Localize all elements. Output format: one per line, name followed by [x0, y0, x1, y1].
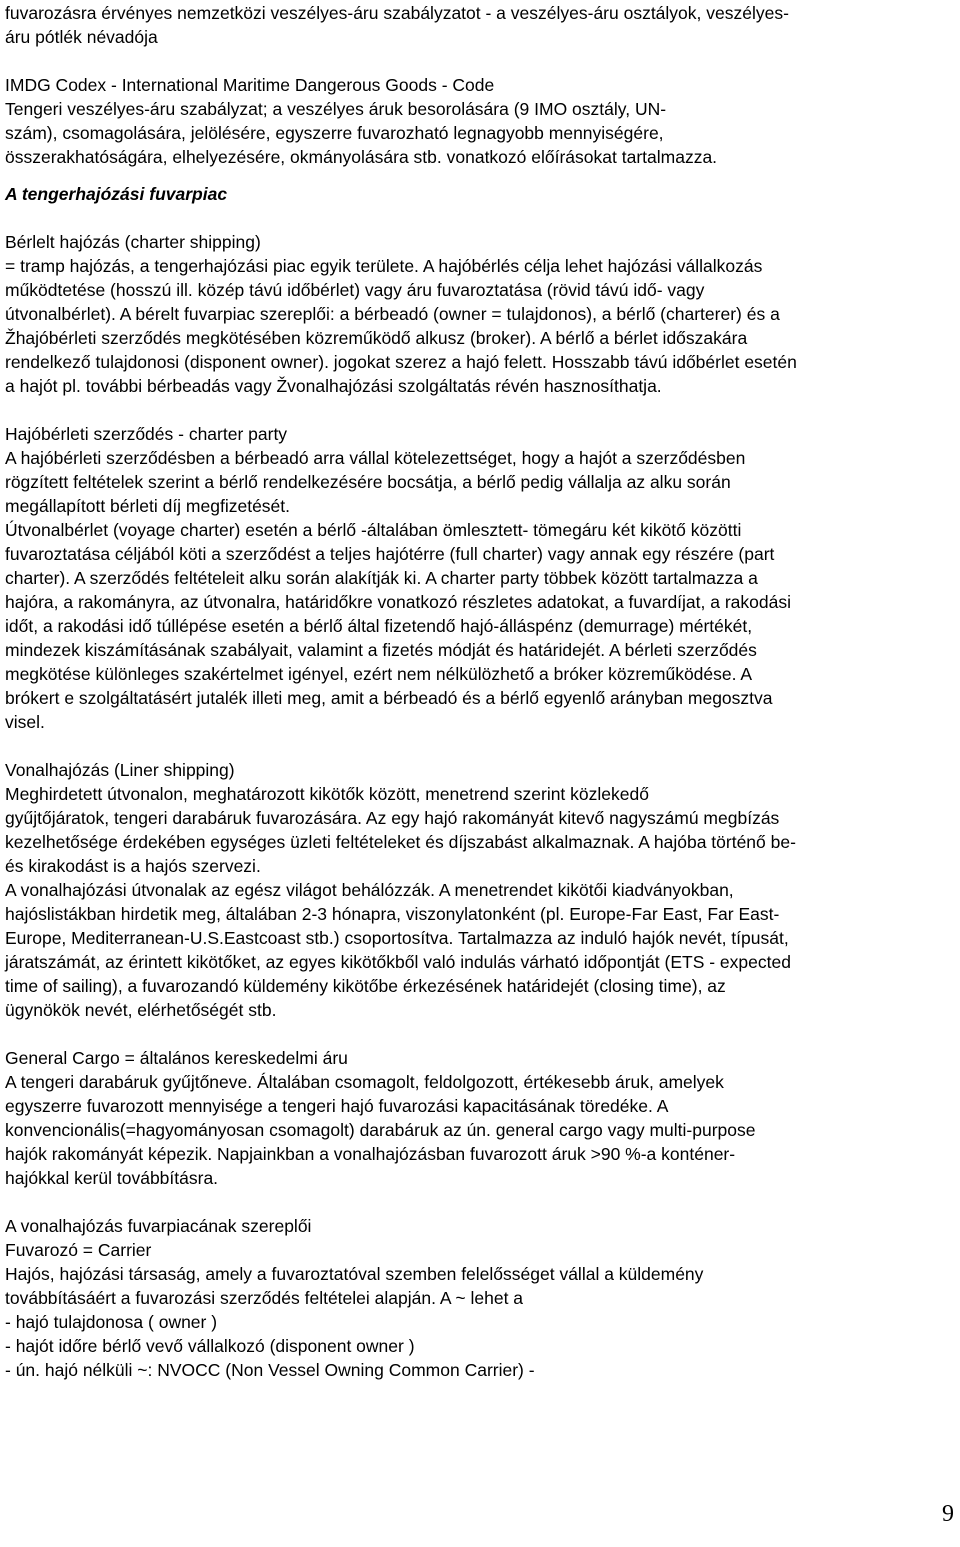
page-number: 9 — [942, 1501, 954, 1527]
text-line: Vonalhajózás (Liner shipping) — [5, 760, 235, 780]
text-line: A hajóbérleti szerződésben a bérbeadó arra vállal kötelezettséget, hogy a hajót a szerződésben — [5, 448, 746, 468]
text-line: hajók rakományát képezik. Napjainkban a vonalhajózásban fuvarozott áruk >90 %-a konténer- — [5, 1144, 736, 1164]
text-line: kezelhetősége érdekében egységes üzleti feltételeket és díjszabást alkalmaznak. A hajóba történő be- — [5, 832, 796, 852]
text-line: időt, a rakodási idő túllépése esetén a bérlő által fizetendő hajó-álláspénz (demurrage) mértékét, — [5, 616, 753, 636]
text-line: time of sailing), a fuvarozandó küldemény kikötőbe érkezésének határidejét (closing time), az — [5, 976, 726, 996]
list-item: - hajót időre bérlő vevő vállalkozó (disponent owner ) — [5, 1336, 415, 1356]
paragraph-imdg-code — [5, 73, 949, 169]
text-line: rögzített feltételek szerint a bérlő rendelkezésére bocsátja, a bérlő pedig vállalja az alku során — [5, 472, 731, 492]
text-line: megkötése különleges szakértelmet igényel, ezért nem nélkülözhető a bróker közreműködése. A — [5, 664, 753, 684]
text-line: Europe, Mediterranean-U.S.Eastcoast stb.) csoportosítva. Tartalmazza az induló hajók nevét, típusát, — [5, 928, 789, 948]
text-line: charter). A szerződés feltételeit alku során alakítják ki. A charter party többek között tartalmazza a — [5, 568, 758, 588]
text-line: Bérlelt hajózás (charter shipping) — [5, 232, 261, 252]
text-line: IMDG Codex - International Maritime Dangerous Goods - Code — [5, 75, 495, 95]
paragraph-general-cargo — [5, 1046, 949, 1190]
list-item: - hajó tulajdonosa ( owner ) — [5, 1312, 218, 1332]
text-line: továbbításáért a fuvarozási szerződés feltételei alapján. A ~ lehet a — [5, 1288, 524, 1308]
text-line: Meghirdetett útvonalon, meghatározott kikötők között, menetrend szerint közlekedő — [5, 784, 649, 804]
text-line: ügynökök nevét, elérhetőségét stb. — [5, 1000, 277, 1020]
text-line: fuvarozásra érvényes nemzetközi veszélyes-áru szabályzatot - a veszélyes-áru osztályok, veszélyes- — [5, 3, 789, 23]
text-line: a hajót pl. további bérbeadás vagy Žvonalhajózási szolgáltatás révén hasznosíthatja. — [5, 376, 662, 396]
text-line: megállapított bérleti díj megfizetését. — [5, 496, 291, 516]
text-line: A vonalhajózási útvonalak az egész világot behálózzák. A menetrendet kikötői kiadványokban, — [5, 880, 734, 900]
text-line: Hajós, hajózási társaság, amely a fuvaroztatóval szemben felelősséget vállal a küldemény — [5, 1264, 704, 1284]
text-line: Fuvarozó = Carrier — [5, 1240, 152, 1260]
text-line: mindezek kiszámításának szabályait, valamint a fizetés módját és határidejét. A bérleti szerződés — [5, 640, 757, 660]
text-line: járatszámát, az érintett kikötőket, az egyes kikötőkből való indulás várható időpontját (ETS - expected — [5, 952, 791, 972]
text-line: Tengeri veszélyes-áru szabályzat; a veszélyes áruk besorolására (9 IMO osztály, UN- — [5, 99, 667, 119]
text-line: = tramp hajózás, a tengerhajózási piac egyik területe. A hajóbérlés célja lehet hajózási vállalkozás — [5, 256, 763, 276]
document-page — [5, 1, 949, 1382]
list-item: - ún. hajó nélküli ~: NVOCC (Non Vessel Owning Common Carrier) - — [5, 1360, 535, 1380]
text-line: brókert e szolgáltatásért jutalék illeti meg, amit a bérbeadó és a bérlő egyenlő arányban megosztva — [5, 688, 773, 708]
paragraph-liner-shipping — [5, 758, 949, 1022]
text-line: egyszerre fuvarozott mennyisége a tengeri hajó fuvarozási kapacitásának töredéke. A — [5, 1096, 669, 1116]
text-line: és kirakodást is a hajós szervezi. — [5, 856, 261, 876]
paragraph-liner-market-players — [5, 1214, 949, 1382]
text-line: összerakhatóságára, elhelyezésére, okmányolására stb. vonatkozó előírásokat tartalmazza. — [5, 147, 718, 167]
text-line: Žhajóbérleti szerződés megkötésében közreműködő alkusz (broker). A bérlő a bérlet időszakára — [5, 328, 748, 348]
text-line: General Cargo = általános kereskedelmi áru — [5, 1048, 348, 1068]
text-line: A tengeri darabáruk gyűjtőneve. Általában csomagolt, feldolgozott, értékesebb áruk, amelyek — [5, 1072, 724, 1092]
text-line: fuvaroztatása céljából köti a szerződést a teljes hajótérre (full charter) vagy annak egy részére (part — [5, 544, 775, 564]
text-line: hajóslistákban hirdetik meg, általában 2-3 hónapra, viszonylatonként (pl. Europe-Far East, Far East- — [5, 904, 780, 924]
text-line: Útvonalbérlet (voyage charter) esetén a bérlő -általában ömlesztett- tömegáru két kikötő közötti — [5, 520, 742, 540]
text-line: gyűjtőjáratok, tengeri darabáruk fuvarozására. Az egy hajó rakományát kitevő nagyszámú megbízás — [5, 808, 780, 828]
text-line: szám), csomagolására, jelölésére, egyszerre fuvarozható legnagyobb mennyiségére, — [5, 123, 664, 143]
paragraph-dangerous-goods — [5, 1, 949, 49]
text-line: visel. — [5, 712, 45, 732]
text-line: Hajóbérleti szerződés - charter party — [5, 424, 288, 444]
text-line: működtetése (hosszú ill. közép távú időbérlet) vagy áru fuvaroztatása (rövid távú idő- vagy — [5, 280, 705, 300]
text-line: áru pótlék névadója — [5, 27, 158, 47]
text-line: rendelkező tulajdonosi (disponent owner). jogokat szerez a hajó felett. Hosszabb távú időbérlet esetén — [5, 352, 797, 372]
text-line: útvonalbérlet). A bérelt fuvarpiac szereplői: a bérbeadó (owner = tulajdonos), a bérlő (charterer) és a — [5, 304, 780, 324]
section-heading-sea-freight-market: A tengerhajózási fuvarpiac — [5, 184, 228, 204]
text-line: A vonalhajózás fuvarpiacának szereplői — [5, 1216, 312, 1236]
paragraph-charter-party — [5, 422, 949, 734]
text-line: hajóra, a rakományra, az útvonalra, határidőkre vonatkozó részletes adatokat, a fuvardíjat, a rakodási — [5, 592, 791, 612]
text-line: hajókkal kerül továbbításra. — [5, 1168, 219, 1188]
text-line: konvencionális(=hagyományosan csomagolt) darabáruk az ún. general cargo vagy multi-purpose — [5, 1120, 756, 1140]
paragraph-charter-shipping — [5, 230, 949, 398]
